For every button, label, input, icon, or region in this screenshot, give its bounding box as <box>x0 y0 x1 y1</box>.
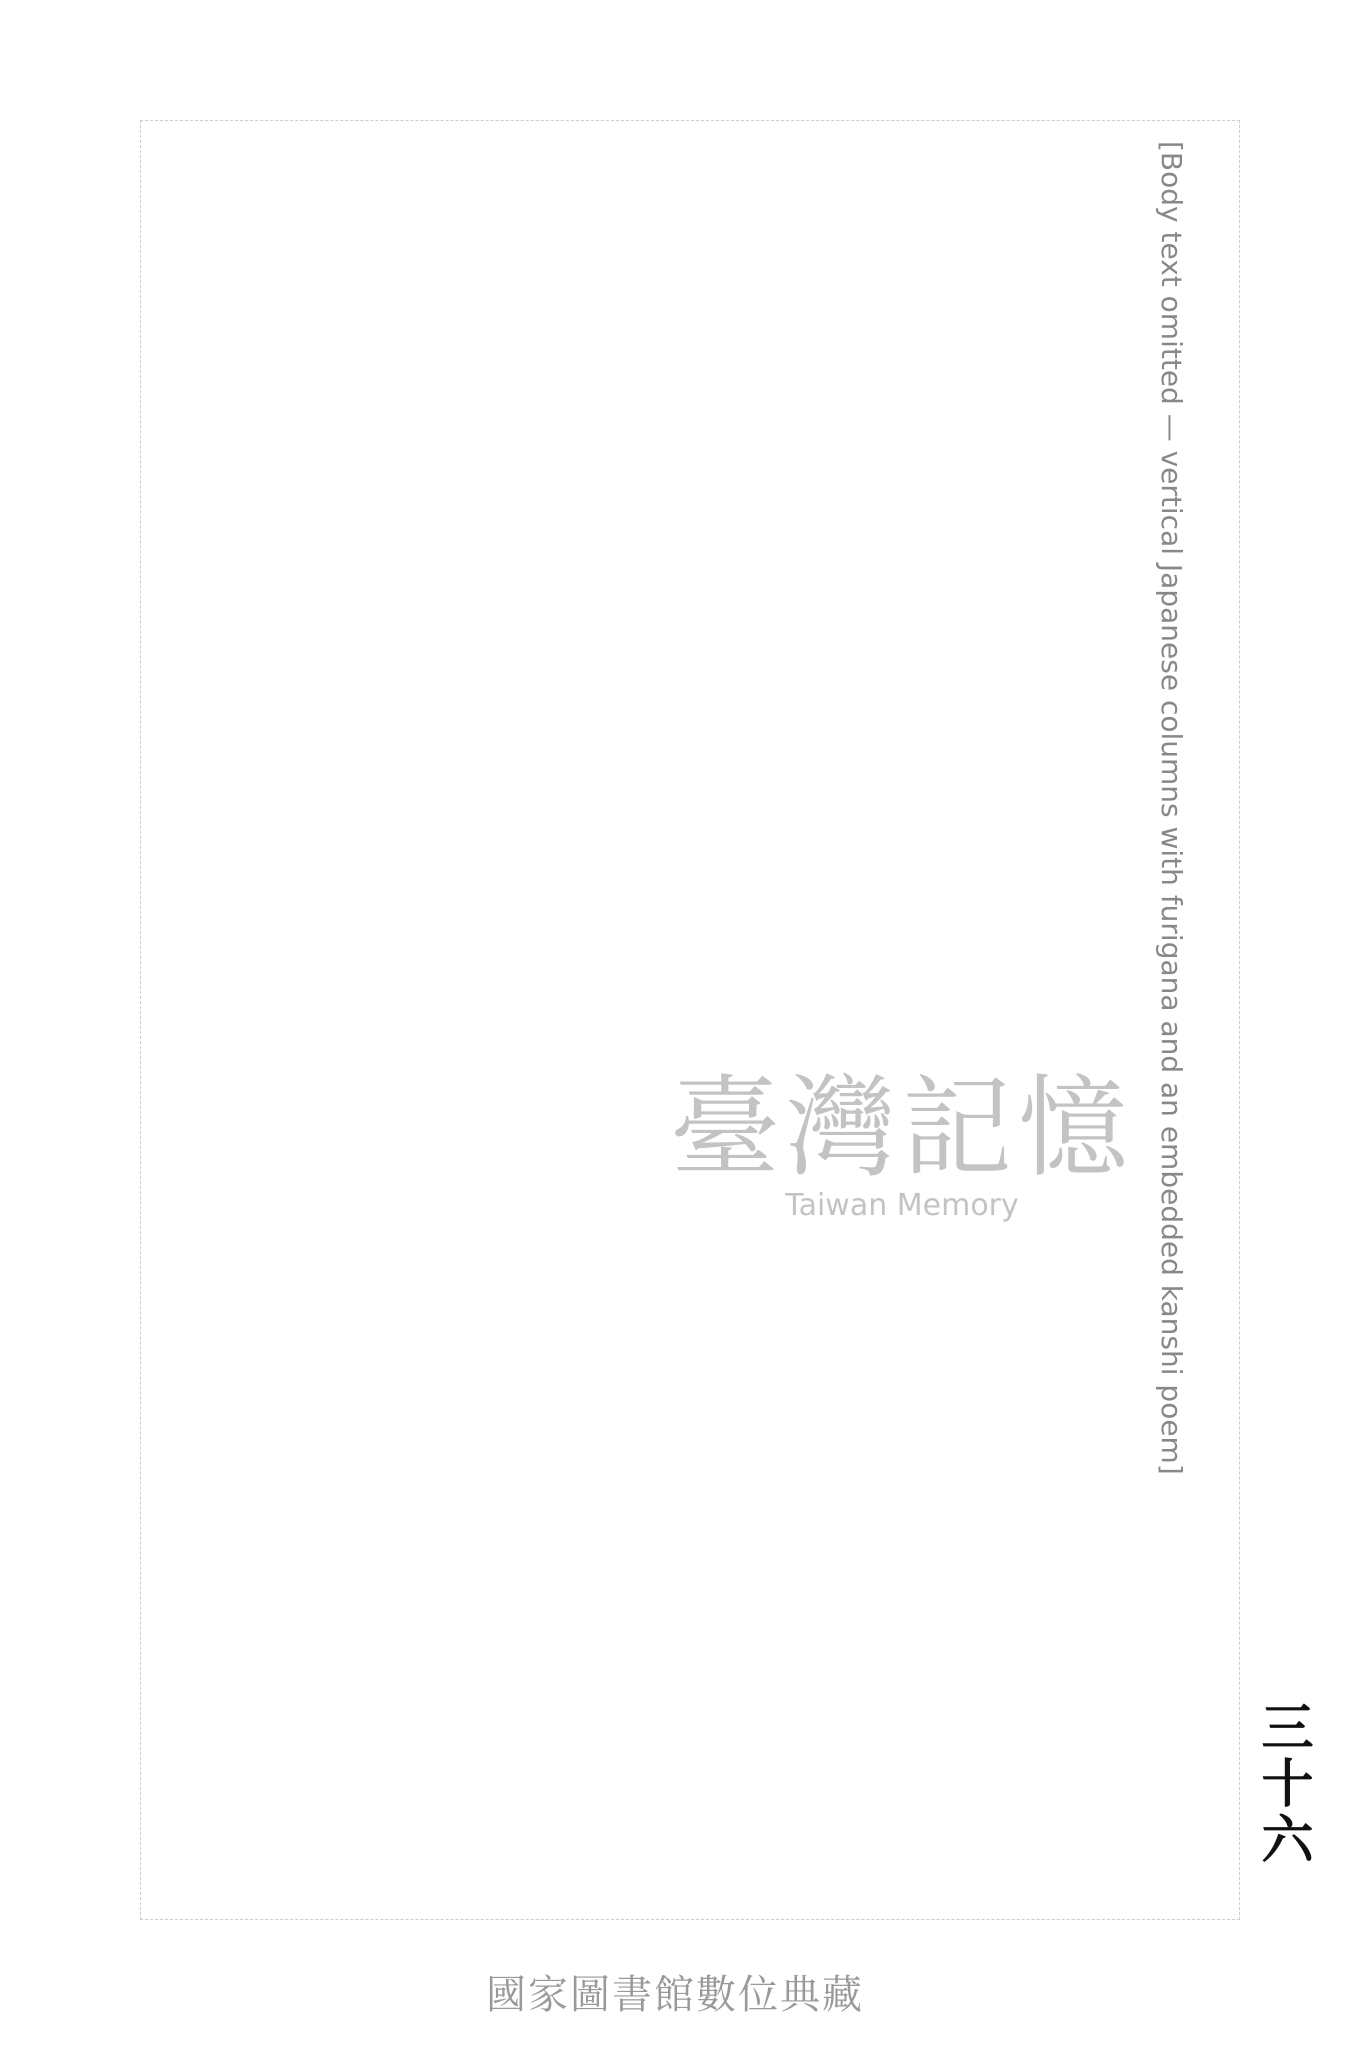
footer-credit: 國家圖書館數位典藏 <box>486 1972 864 2018</box>
body-text-placeholder <box>140 120 1240 1920</box>
body-placeholder-note: [Body text omitted — vertical Japanese columns with furigana and an embedded kanshi poem] <box>1155 141 1188 1475</box>
watermark-subtitle: Taiwan Memory <box>785 1188 1019 1223</box>
page-number: 三十六 <box>1252 1700 1313 1868</box>
watermark-title: 臺灣記憶 <box>670 1064 1134 1192</box>
watermark <box>670 1040 1134 1223</box>
